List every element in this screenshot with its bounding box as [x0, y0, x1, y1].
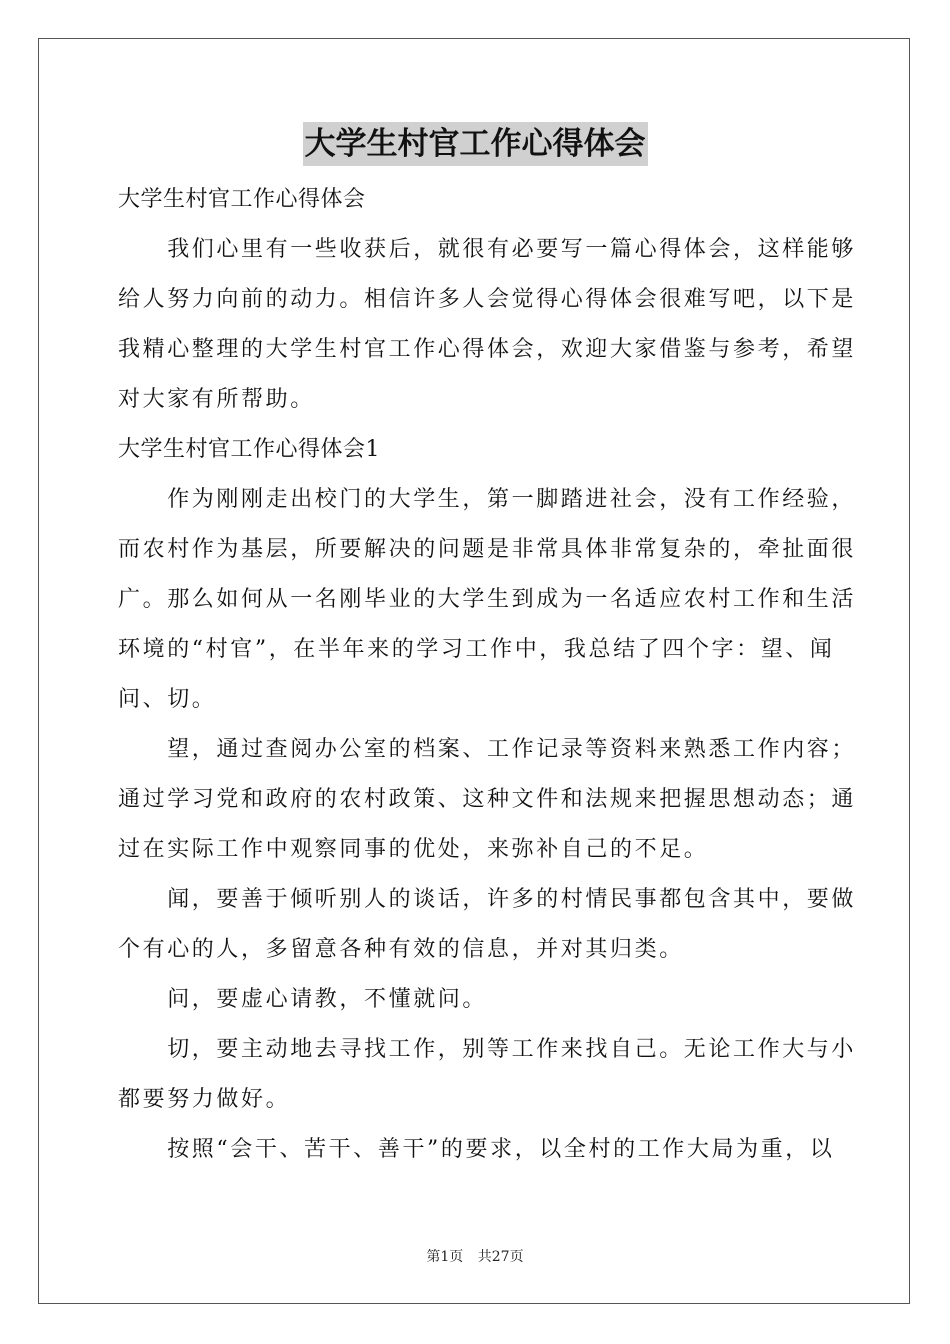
page-footer	[0, 1246, 950, 1266]
body-line: 而农村作为基层，所要解决的问题是非常具体非常复杂的，牵扯面很	[118, 537, 857, 562]
body-line: 我精心整理的大学生村官工作心得体会，欢迎大家借鉴与参考，希望	[118, 337, 857, 362]
body-line: 作为刚刚走出校门的大学生，第一脚踏进社会，没有工作经验，	[118, 487, 857, 512]
title-container	[0, 122, 950, 166]
document-body	[118, 175, 857, 1175]
body-line: 广。那么如何从一名刚毕业的大学生到成为一名适应农村工作和生活	[118, 587, 857, 612]
body-line: 都要努力做好。	[118, 1087, 291, 1112]
body-line: 环境的“村官”，在半年来的学习工作中，我总结了四个字：望、闻	[118, 637, 835, 662]
body-line: 望，通过查阅办公室的档案、工作记录等资料来熟悉工作内容；	[118, 737, 857, 762]
page-number: 第1页	[426, 1249, 464, 1265]
body-line: 问、切。	[118, 687, 217, 712]
section-heading: 大学生村官工作心得体会1	[118, 437, 380, 462]
body-line: 闻，要善于倾听别人的谈话，许多的村情民事都包含其中，要做	[118, 887, 857, 912]
body-line: 问，要虚心请教，不懂就问。	[118, 987, 488, 1012]
subtitle-line: 大学生村官工作心得体会	[118, 187, 366, 212]
body-line: 通过学习党和政府的农村政策、这种文件和法规来把握思想动态；通	[118, 787, 857, 812]
document-title: 大学生村官工作心得体会	[303, 122, 648, 166]
body-line: 按照“会干、苦干、善干”的要求，以全村的工作大局为重，以	[118, 1137, 835, 1162]
page-total: 共27页	[477, 1249, 524, 1265]
body-line: 过在实际工作中观察同事的优处，来弥补自己的不足。	[118, 837, 709, 862]
body-line: 我们心里有一些收获后，就很有必要写一篇心得体会，这样能够	[118, 237, 857, 262]
body-line: 个有心的人，多留意各种有效的信息，并对其归类。	[118, 937, 684, 962]
body-line: 切，要主动地去寻找工作，别等工作来找自己。无论工作大与小	[118, 1037, 857, 1062]
body-line: 对大家有所帮助。	[118, 387, 315, 412]
body-line: 给人努力向前的动力。相信许多人会觉得心得体会很难写吧，以下是	[118, 287, 857, 312]
